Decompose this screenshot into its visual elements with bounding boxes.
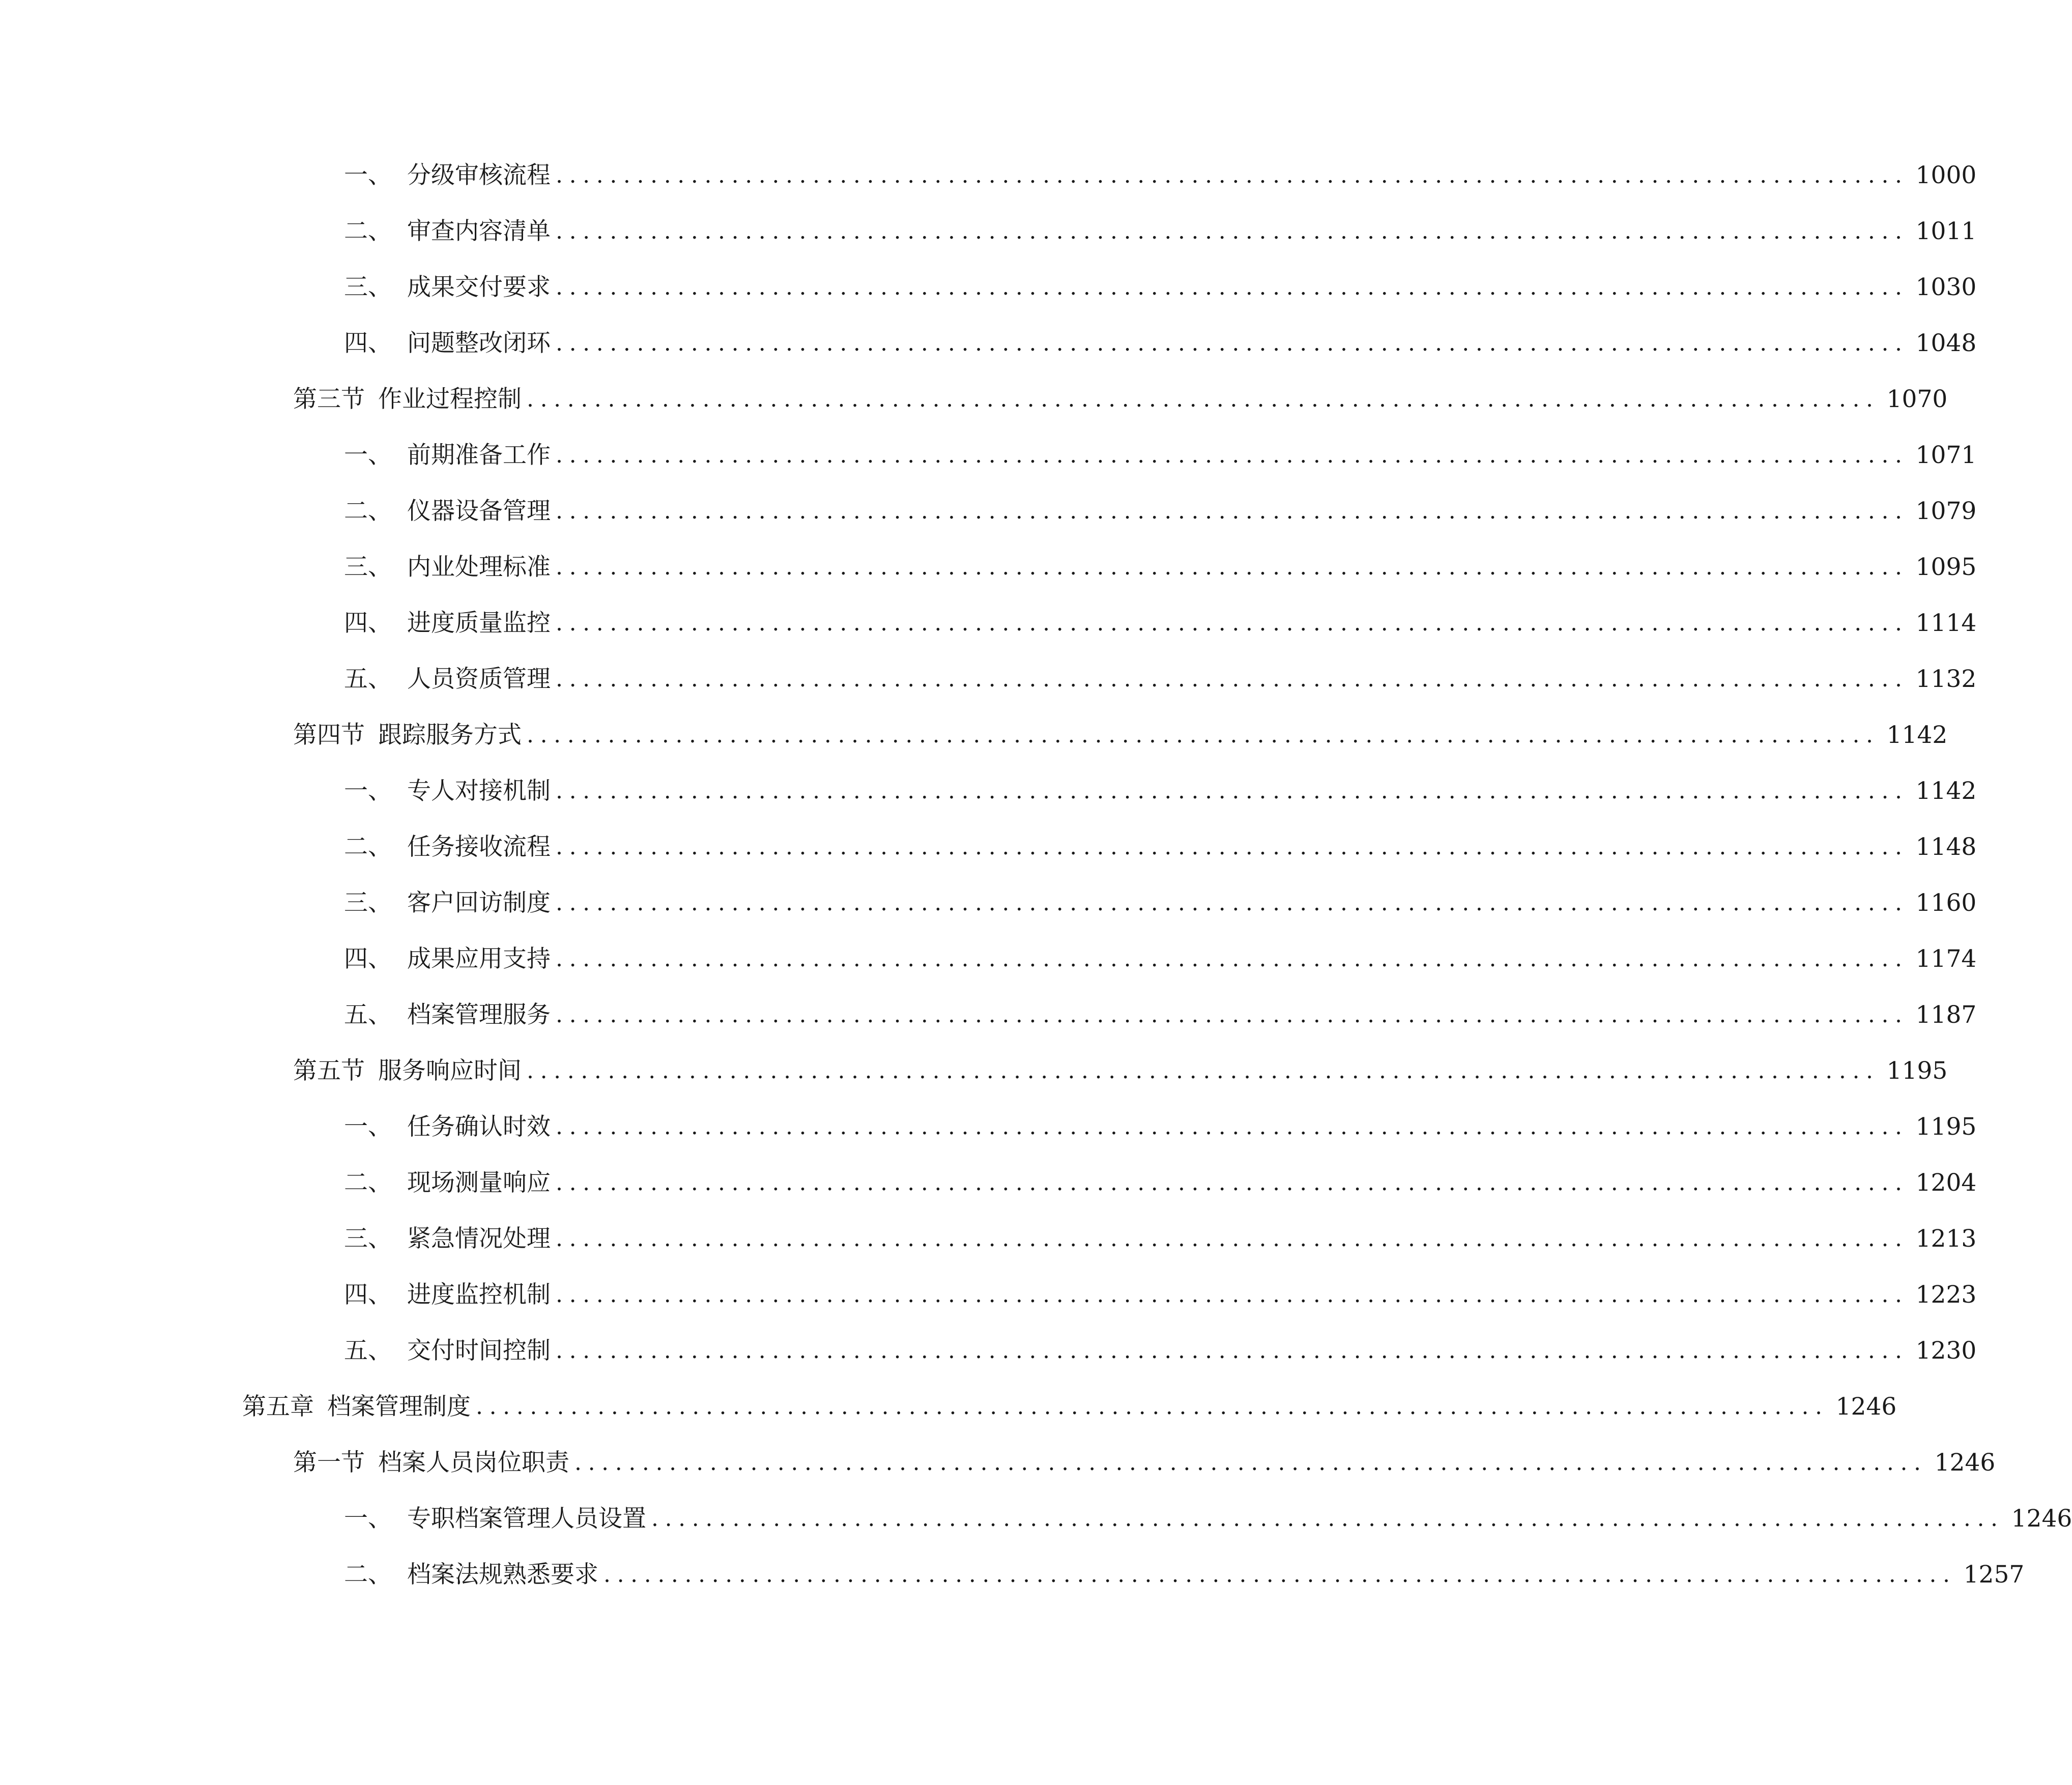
- toc-entry-page: 1142: [1886, 721, 1948, 749]
- toc-entry[interactable]: [344, 1219, 1977, 1259]
- toc-entry-number: 三、: [344, 273, 392, 301]
- toc-entry-number: 一、: [344, 1113, 392, 1141]
- toc-leader-dots: ....................................................................................................: [527, 1058, 1880, 1084]
- toc-entry-title: 交付时间控制: [407, 1337, 551, 1365]
- toc-entry-page: 1223: [1915, 1281, 1977, 1309]
- toc-entry-number: 二、: [344, 833, 392, 861]
- toc-entry-page: 1114: [1915, 609, 1977, 637]
- toc-entry-title: 紧急情况处理: [407, 1225, 551, 1253]
- toc-leader-dots: ....................................................................................................: [556, 890, 1909, 916]
- toc-entry[interactable]: [344, 771, 1977, 812]
- toc-entry-title: 审查内容清单: [407, 217, 551, 245]
- toc-leader-dots: ....................................................................................................: [603, 1562, 1956, 1588]
- toc-entry[interactable]: [344, 323, 1977, 364]
- toc-entry-number: 二、: [344, 1169, 392, 1197]
- toc-entry-title: 人员资质管理: [407, 665, 551, 693]
- toc-entry-number: 第一节: [293, 1449, 365, 1477]
- toc-entry-title: 现场测量响应: [407, 1169, 551, 1197]
- toc-entry-title: 任务确认时效: [407, 1113, 551, 1141]
- toc-entry-number: 第五节: [293, 1057, 365, 1085]
- toc-entry-number: 五、: [344, 1001, 392, 1029]
- toc-entry-number: 四、: [344, 1281, 392, 1309]
- toc-leader-dots: ....................................................................................................: [556, 666, 1909, 692]
- toc-entry-page: 1187: [1915, 1001, 1977, 1029]
- toc-entry-title: 成果应用支持: [407, 945, 551, 973]
- toc-entry-page: 1071: [1915, 441, 1977, 469]
- toc-entry-number: 第三节: [293, 385, 365, 413]
- toc-entry[interactable]: [344, 435, 1977, 476]
- toc-entry-page: 1246: [1835, 1393, 1897, 1421]
- toc-leader-dots: ....................................................................................................: [574, 1450, 1927, 1476]
- toc-entry-title: 进度质量监控: [407, 609, 551, 637]
- toc-leader-dots: ....................................................................................................: [556, 1170, 1909, 1196]
- toc-entry-page: 1204: [1915, 1169, 1977, 1197]
- toc-entry-number: 一、: [344, 441, 392, 469]
- toc-entry-page: 1142: [1915, 777, 1977, 805]
- toc-entry-title: 档案法规熟悉要求: [407, 1561, 598, 1589]
- toc-leader-dots: ....................................................................................................: [556, 330, 1909, 356]
- toc-entry-number: 五、: [344, 665, 392, 693]
- toc-entry[interactable]: [344, 1554, 2025, 1595]
- toc-entry[interactable]: [344, 211, 1977, 252]
- toc-entry-title: 档案人员岗位职责: [378, 1449, 569, 1477]
- toc-entry-number: 第四节: [293, 721, 365, 749]
- toc-entry-page: 1048: [1915, 329, 1977, 357]
- toc-entry[interactable]: [344, 1107, 1977, 1147]
- toc-leader-dots: ....................................................................................................: [556, 442, 1909, 468]
- toc-entry-number: 三、: [344, 1225, 392, 1253]
- toc-entry-number: 四、: [344, 329, 392, 357]
- toc-entry[interactable]: [293, 1443, 1996, 1483]
- toc-entry[interactable]: [344, 1499, 2072, 1539]
- toc-leader-dots: ....................................................................................................: [556, 1002, 1909, 1028]
- toc-leader-dots: ....................................................................................................: [556, 834, 1909, 860]
- toc-entry[interactable]: [293, 715, 1948, 756]
- toc-entry-title: 成果交付要求: [407, 273, 551, 301]
- toc-entry[interactable]: [344, 995, 1977, 1035]
- toc-entry[interactable]: [344, 827, 1977, 868]
- toc-entry-title: 分级审核流程: [407, 161, 551, 189]
- toc-entry[interactable]: [344, 1163, 1977, 1203]
- toc-entry-title: 档案管理制度: [327, 1393, 471, 1421]
- toc-entry-title: 进度监控机制: [407, 1281, 551, 1309]
- toc-entry-page: 1213: [1915, 1225, 1977, 1253]
- toc-entry-page: 1195: [1886, 1057, 1948, 1085]
- toc-entry-page: 1132: [1915, 665, 1977, 693]
- toc-entry-title: 前期准备工作: [407, 441, 551, 469]
- toc-entry-title: 作业过程控制: [378, 385, 522, 413]
- toc-entry-title: 问题整改闭环: [407, 329, 551, 357]
- toc-entry[interactable]: [242, 1387, 1897, 1427]
- toc-entry[interactable]: [344, 603, 1977, 644]
- toc-leader-dots: ....................................................................................................: [556, 1282, 1909, 1308]
- toc-entry-page: 1095: [1915, 553, 1977, 581]
- toc-entry-number: 三、: [344, 553, 392, 581]
- toc-entry[interactable]: [344, 155, 1977, 196]
- toc-entry-title: 服务响应时间: [378, 1057, 522, 1085]
- toc-leader-dots: ....................................................................................................: [556, 498, 1909, 524]
- toc-entry-title: 专职档案管理人员设置: [407, 1505, 646, 1533]
- toc-entry-page: 1011: [1915, 217, 1977, 245]
- toc-entry-page: 1079: [1915, 497, 1977, 525]
- toc-entry-number: 五、: [344, 1337, 392, 1365]
- toc-entry[interactable]: [293, 1051, 1948, 1091]
- toc-entry-title: 客户回访制度: [407, 889, 551, 917]
- toc-entry[interactable]: [344, 939, 1977, 980]
- toc-entry[interactable]: [344, 491, 1977, 532]
- toc-entry[interactable]: [344, 1275, 1977, 1315]
- toc-entry-page: 1174: [1915, 945, 1977, 973]
- toc-entry-title: 专人对接机制: [407, 777, 551, 805]
- toc-entry[interactable]: [293, 379, 1948, 420]
- toc-entry[interactable]: [344, 883, 1977, 924]
- toc-entry-number: 第五章: [242, 1393, 314, 1421]
- toc-entry[interactable]: [344, 267, 1977, 308]
- toc-entry-number: 四、: [344, 609, 392, 637]
- toc-entry-title: 跟踪服务方式: [378, 721, 522, 749]
- toc-entry-page: 1230: [1915, 1337, 1977, 1365]
- toc-leader-dots: ....................................................................................................: [556, 218, 1909, 244]
- toc-leader-dots: ....................................................................................................: [556, 946, 1909, 972]
- toc-entry-page: 1160: [1915, 889, 1977, 917]
- toc-leader-dots: ....................................................................................................: [556, 610, 1909, 636]
- toc-entry-number: 二、: [344, 497, 392, 525]
- toc-entry-number: 四、: [344, 945, 392, 973]
- toc-entry-page: 1195: [1915, 1113, 1977, 1141]
- toc-entry-number: 二、: [344, 1561, 392, 1589]
- toc-entry-page: 1246: [1934, 1449, 1996, 1477]
- toc-entry-title: 档案管理服务: [407, 1001, 551, 1029]
- toc-leader-dots: ....................................................................................................: [556, 1114, 1909, 1140]
- toc-leader-dots: ....................................................................................................: [556, 1338, 1909, 1364]
- toc-entry-number: 一、: [344, 1505, 392, 1533]
- toc-leader-dots: ....................................................................................................: [476, 1394, 1829, 1420]
- toc-entry-page: 1257: [1963, 1561, 2025, 1589]
- toc-entry-page: 1148: [1915, 833, 1977, 861]
- toc-leader-dots: ....................................................................................................: [556, 778, 1909, 804]
- toc-entry[interactable]: [344, 1331, 1977, 1371]
- toc-leader-dots: ....................................................................................................: [556, 554, 1909, 580]
- toc-entry-title: 任务接收流程: [407, 833, 551, 861]
- toc-entry-title: 内业处理标准: [407, 553, 551, 581]
- toc-entry-number: 三、: [344, 889, 392, 917]
- toc-leader-dots: ....................................................................................................: [556, 274, 1909, 300]
- toc-entry[interactable]: [344, 547, 1977, 588]
- toc-entry-page: 1070: [1886, 385, 1948, 413]
- toc-entry-page: 1000: [1915, 161, 1977, 189]
- toc-entry-title: 仪器设备管理: [407, 497, 551, 525]
- toc-entry-page: 1246: [2011, 1505, 2072, 1533]
- toc-leader-dots: ....................................................................................................: [651, 1506, 2004, 1532]
- toc-leader-dots: ....................................................................................................: [556, 1226, 1909, 1252]
- toc-entry-number: 一、: [344, 777, 392, 805]
- toc-entry[interactable]: [344, 659, 1977, 700]
- toc-entry-number: 二、: [344, 217, 392, 245]
- toc-leader-dots: ....................................................................................................: [527, 386, 1880, 412]
- toc-leader-dots: ....................................................................................................: [527, 722, 1880, 748]
- toc-entry-page: 1030: [1915, 273, 1977, 301]
- toc-entry-number: 一、: [344, 161, 392, 189]
- toc-leader-dots: ....................................................................................................: [556, 162, 1909, 188]
